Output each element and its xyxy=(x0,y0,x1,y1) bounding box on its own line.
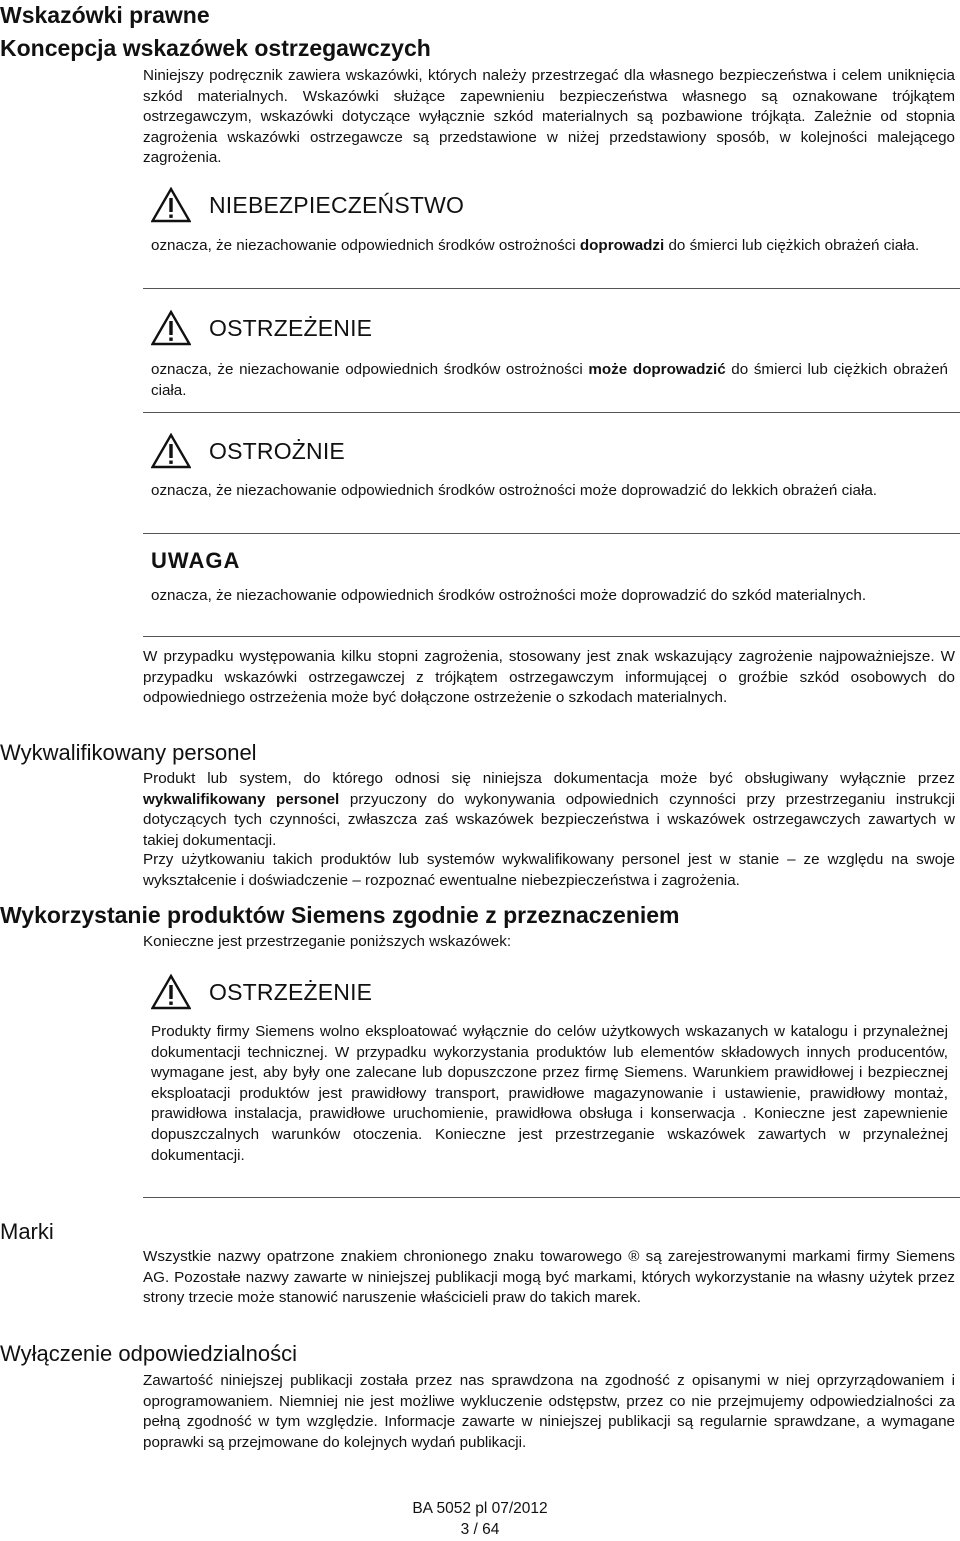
warning-triangle-icon xyxy=(151,310,191,346)
warning-caution-header xyxy=(151,433,345,469)
warning-danger-text: oznacza, że niezachowanie odpowiednich środków ostrożności doprowadzi do śmierci lub ciężkich obrażeń ciała. xyxy=(151,237,920,254)
divider xyxy=(143,1197,960,1198)
usage-warning-text: Produkty firmy Siemens wolno eksploatować wyłącznie do celów użytkowych wskazanych w katalogu i przynależnej dokumentacji technicznej. W przypadku wykorzystania produktów lub elementów składowych innych producentów, wymagane jest, aby były one zalecane lub dopuszczone przez firmę Siemens. Warunkiem prawidłowej i bezpiecznej eksploatacji produktów jest prawidłowy transport, prawidłowe magazynowanie i ustawienie, prawidłowy montaż, prawidłowa instalacja, prawidłowe uruchomienie, prawidłowa obsługa i konserwacja . Konieczne jest zapewnienie dopuszczalnych warunków otoczenia. Konieczne jest przestrzeganie wskazówek zawartych w przynależnej dokumentacji. xyxy=(151,1023,948,1164)
footer-page-number: 3 / 64 xyxy=(460,1521,500,1538)
qualified-paragraph-1: Produkt lub system, do którego odnosi się niniejsza dokumentacja może być obsługiwany wyłącznie przez wykwalifikowany personel przyuczony do wykonywania odpowiednich czynności przy przestrzeganiu instrukcji dotyczących tych czynności, zwłaszcza zaś wskazówek bezpieczeństwa i wskazówek ostrzegawczych zawartych w takiej dokumentacji. xyxy=(143,770,956,849)
notice-text: oznacza, że niezachowanie odpowiednich środków ostrożności może doprowadzić do szkód materialnych. xyxy=(151,587,867,604)
trademarks-text: Wszystkie nazwy opatrzone znakiem chronionego znaku towarowego ® są zarejestrowanymi markami firmy Siemens AG. Pozostałe nazwy zawarte w niniejszej publikacji mogą być markami, których wykorzystanie na własny użytek przez strony trzecie może stanowić naruszenie właścicieli praw do takich marek. xyxy=(143,1248,955,1307)
disclaimer-text: Zawartość niniejszej publikacji została przez nas sprawdzona na zgodność z opisanymi w niej oprzyrządowaniem i oprogramowaniem. Niemniej nie jest możliwe wykluczenie odstępstw, przez co nie przejmujemy odpowiedzialności za pełną zgodność w tym względzie. Informacje zawarte w niniejszej publikacji są regularnie sprawdzane, a wymagane poprawki są przejmowane do kolejnych wydań publikacji. xyxy=(143,1372,955,1451)
warning-caution-text: oznacza, że niezachowanie odpowiednich środków ostrożności może doprowadzić do lekkich obrażeń ciała. xyxy=(151,482,878,499)
notice-title: UWAGA xyxy=(151,548,241,573)
usage-warning-title: OSTRZEŻENIE xyxy=(209,978,373,1005)
warning-caution-title: OSTROŻNIE xyxy=(209,437,345,464)
warning-triangle-icon xyxy=(151,187,191,223)
page-title: Wskazówki prawne xyxy=(0,2,210,28)
section-heading-warning-concept: Koncepcja wskazówek ostrzegawczych xyxy=(0,35,431,61)
usage-warning-header xyxy=(151,974,372,1010)
divider xyxy=(143,412,960,413)
section-heading-intended-use: Wykorzystanie produktów Siemens zgodnie z przeznaczeniem xyxy=(0,902,680,928)
warning-warning-header xyxy=(151,310,372,346)
usage-intro: Konieczne jest przestrzeganie poniższych wskazówek: xyxy=(143,933,512,950)
divider xyxy=(143,636,960,637)
warning-warning-title: OSTRZEŻENIE xyxy=(209,314,373,341)
section-heading-trademarks: Marki xyxy=(0,1219,54,1244)
intro-paragraph: Niniejszy podręcznik zawiera wskazówki, których należy przestrzegać dla własnego bezpieczeństwa i celem uniknięcia szkód materialnych. Wskazówki służące zapewnieniu bezpieczeństwa własnego są oznakowane trójkątem ostrzegawczym, wskazówki dotyczące wyłącznie szkód materialnych są pozbawione trójkąta. Zależnie od stopnia zagrożenia wskazówki ostrzegawcze są przedstawione w niżej przedstawiony sposób, w kolejności malejącego zagrożenia. xyxy=(143,67,955,167)
warning-triangle-icon xyxy=(151,974,191,1010)
section-heading-qualified-personnel: Wykwalifikowany personel xyxy=(0,740,257,765)
warning-danger-title: NIEBEZPIECZEŃSTWO xyxy=(209,191,465,218)
footer-doc-id: BA 5052 pl 07/2012 xyxy=(412,1500,548,1517)
multi-level-note: W przypadku występowania kilku stopni zagrożenia, stosowany jest znak wskazujący zagrożenie najpoważniejsze. W przypadku wskazówki ostrzegawczej z trójkątem ostrzegawczym informującej o groźbie szkód osobowych do odpowiedniego ostrzeżenia może być dołączone ostrzeżenie o szkodach materialnych. xyxy=(143,648,955,707)
warning-warning-text: oznacza, że niezachowanie odpowiednich środków ostrożności może doprowadzić do śmierci lub ciężkich obrażeń ciała. xyxy=(151,361,948,399)
warning-danger-header xyxy=(151,187,464,223)
qualified-paragraph-2: Przy użytkowaniu takich produktów lub systemów wykwalifikowany personel jest w stanie – ze względu na swoje wykształcenie i doświadczenie – rozpoznać ewentualne niebezpieczeństwa i zagrożenia. xyxy=(143,851,955,889)
divider xyxy=(143,288,960,289)
warning-triangle-icon xyxy=(151,433,191,469)
divider xyxy=(143,533,960,534)
section-heading-disclaimer: Wyłączenie odpowiedzialności xyxy=(0,1341,297,1366)
